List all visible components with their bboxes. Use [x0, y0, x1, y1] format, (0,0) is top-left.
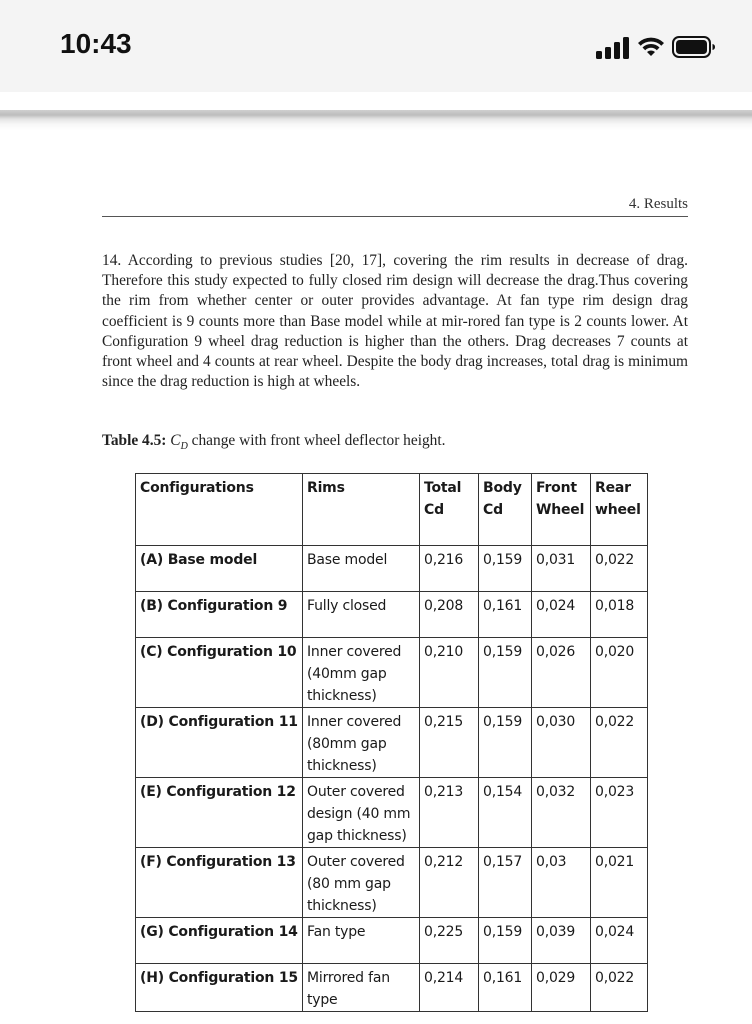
front-wheel-cell: 0,026 — [532, 638, 591, 708]
configuration-cell: (E) Configuration 12 — [136, 778, 303, 848]
rear-wheel-cell: 0,022 — [591, 546, 648, 592]
results-table — [135, 473, 648, 1012]
body-cd-cell: 0,159 — [479, 918, 532, 964]
table-row — [136, 778, 648, 848]
running-head: 4. Results — [628, 196, 688, 212]
configuration-cell: (C) Configuration 10 — [136, 638, 303, 708]
rear-wheel-cell: 0,018 — [591, 592, 648, 638]
body-cd-cell: 0,159 — [479, 546, 532, 592]
table-row — [136, 546, 648, 592]
body-cd-cell: 0,161 — [479, 964, 532, 1012]
total-cd-cell: 0,214 — [420, 964, 479, 1012]
body-cd-cell: 0,159 — [479, 708, 532, 778]
configuration-cell: (F) Configuration 13 — [136, 848, 303, 918]
total-cd-cell: 0,213 — [420, 778, 479, 848]
wifi-icon — [636, 36, 666, 58]
total-cd-cell: 0,216 — [420, 546, 479, 592]
body-cd-cell: 0,159 — [479, 638, 532, 708]
header-rear-wheel: Rear wheel — [591, 474, 648, 546]
caption-symbol: $C_D$ — [170, 432, 188, 453]
header-configurations: Configurations — [136, 474, 303, 546]
status-bar — [0, 0, 752, 92]
rear-wheel-cell: 0,023 — [591, 778, 648, 848]
body-cd-cell: 0,157 — [479, 848, 532, 918]
configuration-cell: (D) Configuration 11 — [136, 708, 303, 778]
header-front-wheel: Front Wheel — [532, 474, 591, 546]
configuration-cell: (A) Base model — [136, 546, 303, 592]
configuration-cell: (H) Configuration 15 — [136, 964, 303, 1012]
status-time: 10:43 — [60, 28, 132, 59]
table-row — [136, 964, 648, 1012]
rims-cell: Inner covered (80mm gap thickness) — [303, 708, 420, 778]
table-header-row — [136, 474, 648, 546]
header-body-cd: Body Cd — [479, 474, 532, 546]
table-caption — [102, 432, 688, 452]
header-rims: Rims — [303, 474, 420, 546]
total-cd-cell: 0,210 — [420, 638, 479, 708]
total-cd-cell: 0,208 — [420, 592, 479, 638]
cellular-signal-icon — [596, 37, 630, 59]
rims-cell: Inner covered (40mm gap thickness) — [303, 638, 420, 708]
rims-cell: Outer covered (80 mm gap thickness) — [303, 848, 420, 918]
table-row — [136, 592, 648, 638]
front-wheel-cell: 0,024 — [532, 592, 591, 638]
rims-cell: Fully closed — [303, 592, 420, 638]
rear-wheel-cell: 0,022 — [591, 964, 648, 1012]
front-wheel-cell: 0,032 — [532, 778, 591, 848]
battery-icon — [672, 35, 716, 59]
rear-wheel-cell: 0,021 — [591, 848, 648, 918]
rims-cell: Mirrored fan type — [303, 964, 420, 1012]
configuration-cell: (G) Configuration 14 — [136, 918, 303, 964]
caption-label: Table 4.5: — [102, 432, 167, 449]
rear-wheel-cell: 0,020 — [591, 638, 648, 708]
front-wheel-cell: 0,03 — [532, 848, 591, 918]
body-cd-cell: 0,161 — [479, 592, 532, 638]
body-cd-cell: 0,154 — [479, 778, 532, 848]
total-cd-cell: 0,225 — [420, 918, 479, 964]
table-row — [136, 708, 648, 778]
table-row — [136, 848, 648, 918]
rear-wheel-cell: 0,022 — [591, 708, 648, 778]
front-wheel-cell: 0,031 — [532, 546, 591, 592]
configuration-cell: (B) Configuration 9 — [136, 592, 303, 638]
front-wheel-cell: 0,029 — [532, 964, 591, 1012]
table-row — [136, 638, 648, 708]
body-paragraph: 14. According to previous studies [20, 17], covering the rim results in decrease of drag. Therefore this study expected to fully closed rim design will decrease the drag.Thus covering the rim from whether center or outer provides advantage. At fan type rim design drag coefficient is 9 counts more than Base model while at mir-rored fan type is 2 counts lower. At Configuration 9 wheel drag reduction is higher than the others. Drag decreases 7 counts at front wheel and 4 counts at rear wheel. Despite the body drag increases, total drag is minimum since the drag reduction is high at wheels. — [102, 252, 688, 391]
header-total-cd: Total Cd — [420, 474, 479, 546]
caption-text: change with front wheel deflector height. — [191, 432, 446, 449]
table-row — [136, 918, 648, 964]
front-wheel-cell: 0,039 — [532, 918, 591, 964]
rims-cell: Outer covered design (40 mm gap thickness) — [303, 778, 420, 848]
total-cd-cell: 0,212 — [420, 848, 479, 918]
header-rule — [102, 216, 688, 217]
rims-cell: Base model — [303, 546, 420, 592]
total-cd-cell: 0,215 — [420, 708, 479, 778]
front-wheel-cell: 0,030 — [532, 708, 591, 778]
rims-cell: Fan type — [303, 918, 420, 964]
page-separator — [0, 110, 752, 130]
rear-wheel-cell: 0,024 — [591, 918, 648, 964]
